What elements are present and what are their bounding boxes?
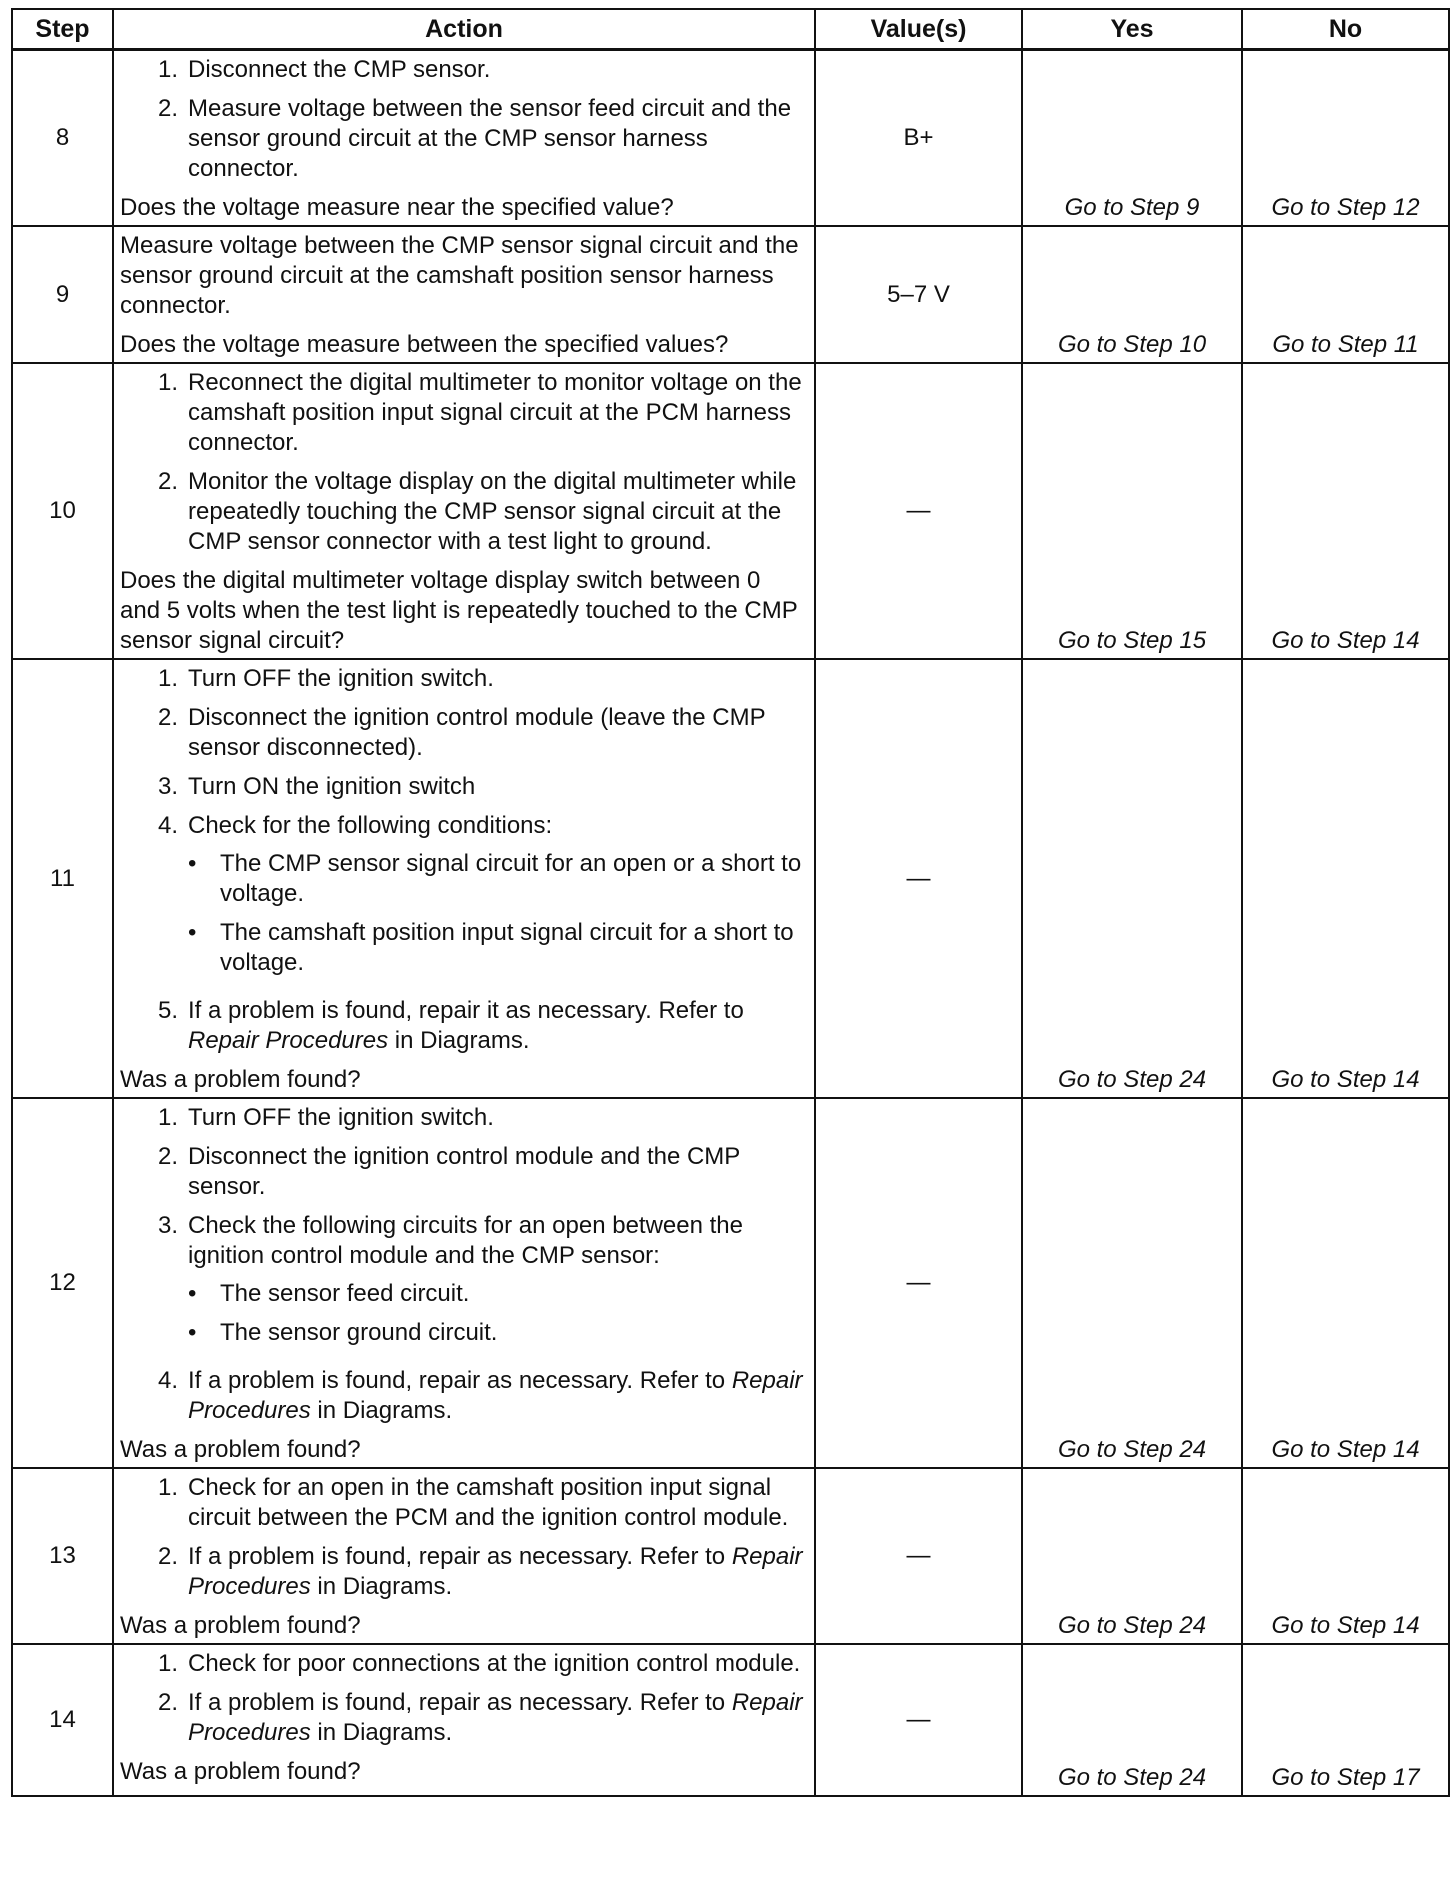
specified-value: — [815, 659, 1022, 1098]
action-step-text [188, 1473, 806, 1533]
action-step [120, 55, 806, 85]
condition-text: The sensor feed circuit. [220, 1280, 470, 1307]
action-step-text [188, 664, 806, 694]
specified-value: — [815, 1098, 1022, 1468]
action-step-text [188, 772, 806, 802]
action-step-main: Disconnect the ignition control module (leave the CMP sensor disconnected). [188, 704, 766, 761]
bullet-dot-icon: • [188, 850, 197, 877]
action-step-number: 3. [157, 1212, 178, 1239]
decision-question: Does the voltage measure between the specified values? [120, 331, 729, 358]
condition-bullet [188, 918, 806, 978]
action-step-main: Disconnect the CMP sensor. [188, 56, 491, 83]
table-row [12, 226, 1449, 363]
decision-question: Was a problem found? [120, 1066, 361, 1093]
reference-suffix: in Diagrams. [317, 1397, 453, 1424]
action-step [120, 664, 806, 694]
action-step-number: 2. [157, 1543, 178, 1570]
action-step [120, 1103, 806, 1133]
specified-value: — [815, 363, 1022, 659]
action-step-text [188, 368, 806, 458]
decision-question: Was a problem found? [120, 1436, 361, 1463]
action-cell [113, 659, 815, 1098]
condition-text: The CMP sensor signal circuit for an open or a short to voltage. [220, 850, 802, 907]
reference-link-text: Repair Procedures [188, 1367, 803, 1424]
action-step-main: If a problem is found, repair it as necessary. Refer to [188, 997, 744, 1024]
action-step [120, 703, 806, 763]
action-step-number: 1. [157, 1474, 178, 1501]
action-step-number: 2. [157, 95, 178, 122]
decision-question: Does the voltage measure near the specified value? [120, 194, 674, 221]
specified-value: 5–7 V [815, 226, 1022, 363]
action-step-main: If a problem is found, repair as necessary. Refer to [188, 1689, 726, 1716]
action-cell [113, 363, 815, 659]
step-number: 12 [12, 1098, 113, 1468]
action-step-number: 1. [157, 1650, 178, 1677]
step-number: 8 [12, 50, 113, 227]
table-row [12, 363, 1449, 659]
step-number: 10 [12, 363, 113, 659]
reference-suffix: in Diagrams. [317, 1719, 453, 1746]
action-step-number: 4. [157, 812, 178, 839]
header-yes: Yes [1022, 9, 1242, 50]
condition-bullets [188, 1279, 806, 1348]
no-goto-step: Go to Step 17 [1242, 1644, 1449, 1796]
step-number: 14 [12, 1644, 113, 1796]
action-step-number: 1. [157, 56, 178, 83]
specified-value: — [815, 1644, 1022, 1796]
action-step-text [188, 55, 806, 85]
action-cell [113, 1468, 815, 1644]
step-number: 9 [12, 226, 113, 363]
reference-suffix: in Diagrams. [317, 1573, 453, 1600]
decision-question: Was a problem found? [120, 1758, 361, 1785]
header-step: Step [12, 9, 113, 50]
action-step-main: Check for the following conditions: [188, 812, 553, 839]
action-step-main: If a problem is found, repair as necessary. Refer to [188, 1543, 726, 1570]
decision-question: Does the digital multimeter voltage display switch between 0 and 5 volts when the test light is repeatedly touched to the CMP sensor signal circuit? [120, 567, 798, 654]
specified-value: B+ [815, 50, 1022, 227]
action-step-main: Check for poor connections at the ignition control module. [188, 1650, 801, 1677]
action-step-text [188, 1688, 806, 1748]
header-values: Value(s) [815, 9, 1022, 50]
reference-link-text: Repair Procedures [188, 1543, 803, 1600]
table-row [12, 1098, 1449, 1468]
condition-text: The camshaft position input signal circuit for a short to voltage. [220, 919, 794, 976]
action-step-text [188, 1542, 806, 1602]
action-step-main: Check for an open in the camshaft position input signal circuit between the PCM and the ignition control module. [188, 1474, 789, 1531]
step-number: 13 [12, 1468, 113, 1644]
action-step [120, 1542, 806, 1602]
action-step-number: 4. [157, 1367, 178, 1394]
action-steps-list [120, 368, 806, 557]
action-step-main: Turn OFF the ignition switch. [188, 665, 494, 692]
action-step [120, 1473, 806, 1533]
no-goto-step: Go to Step 14 [1242, 363, 1449, 659]
action-steps-list [120, 1649, 806, 1748]
specified-value: — [815, 1468, 1022, 1644]
diagnostic-table-sheet [11, 8, 1448, 1797]
action-step [120, 1211, 806, 1357]
yes-goto-step: Go to Step 24 [1022, 1098, 1242, 1468]
action-cell [113, 1644, 815, 1796]
header-action: Action [113, 9, 815, 50]
action-step-number: 1. [157, 1104, 178, 1131]
action-paragraph: Measure voltage between the CMP sensor signal circuit and the sensor ground circuit at the camshaft position sensor harness connector. [120, 232, 799, 319]
condition-text: The sensor ground circuit. [220, 1319, 498, 1346]
action-step-text [188, 1211, 806, 1357]
action-step-main: Reconnect the digital multimeter to monitor voltage on the camshaft position input signal circuit at the PCM harness connector. [188, 369, 802, 456]
action-step-number: 5. [157, 997, 178, 1024]
table-header-row [12, 9, 1449, 50]
reference-link-text: Repair Procedures [188, 1027, 389, 1054]
table-row [12, 1644, 1449, 1796]
no-goto-step: Go to Step 12 [1242, 50, 1449, 227]
action-step-text [188, 94, 806, 184]
action-step-number: 1. [157, 665, 178, 692]
no-goto-step: Go to Step 14 [1242, 659, 1449, 1098]
action-step-main: Check the following circuits for an open between the ignition control module and the CMP sensor: [188, 1212, 743, 1269]
action-step [120, 1688, 806, 1748]
table-row [12, 50, 1449, 227]
condition-bullet [188, 1318, 806, 1348]
yes-goto-step: Go to Step 24 [1022, 659, 1242, 1098]
table-row [12, 1468, 1449, 1644]
decision-question: Was a problem found? [120, 1612, 361, 1639]
condition-bullet [188, 849, 806, 909]
action-step [120, 1649, 806, 1679]
table-row [12, 659, 1449, 1098]
action-step [120, 467, 806, 557]
bullet-dot-icon: • [188, 1319, 197, 1346]
yes-goto-step: Go to Step 24 [1022, 1644, 1242, 1796]
yes-goto-step: Go to Step 10 [1022, 226, 1242, 363]
action-step-number: 2. [157, 468, 178, 495]
action-step-main: Monitor the voltage display on the digital multimeter while repeatedly touching the CMP sensor signal circuit at the CMP sensor connector with a test light to ground. [188, 468, 797, 555]
action-step-text [188, 703, 806, 763]
action-step-number: 1. [157, 369, 178, 396]
reference-suffix: in Diagrams. [394, 1027, 530, 1054]
diagnostic-table [11, 8, 1450, 1797]
step-number: 11 [12, 659, 113, 1098]
action-steps-list [120, 664, 806, 1056]
header-no: No [1242, 9, 1449, 50]
action-steps-list [120, 1103, 806, 1426]
no-goto-step: Go to Step 11 [1242, 226, 1449, 363]
action-step-number: 2. [157, 704, 178, 731]
action-steps-list [120, 1473, 806, 1602]
action-step-main: Measure voltage between the sensor feed circuit and the sensor ground circuit at the CMP sensor harness connector. [188, 95, 792, 182]
reference-link-text: Repair Procedures [188, 1689, 803, 1746]
action-step-text [188, 1649, 806, 1679]
action-step [120, 94, 806, 184]
action-step [120, 772, 806, 802]
action-step [120, 1142, 806, 1202]
action-step-number: 3. [157, 773, 178, 800]
action-step-text [188, 1103, 806, 1133]
action-step [120, 996, 806, 1056]
action-step-main: Turn OFF the ignition switch. [188, 1104, 494, 1131]
no-goto-step: Go to Step 14 [1242, 1468, 1449, 1644]
action-step-main: Turn ON the ignition switch [188, 773, 476, 800]
action-steps-list [120, 55, 806, 184]
yes-goto-step: Go to Step 24 [1022, 1468, 1242, 1644]
action-step-text [188, 467, 806, 557]
bullet-dot-icon: • [188, 1280, 197, 1307]
yes-goto-step: Go to Step 15 [1022, 363, 1242, 659]
action-step-number: 2. [157, 1143, 178, 1170]
action-step [120, 368, 806, 458]
action-step-text [188, 996, 806, 1056]
yes-goto-step: Go to Step 9 [1022, 50, 1242, 227]
action-cell [113, 226, 815, 363]
condition-bullet [188, 1279, 806, 1309]
action-step [120, 1366, 806, 1426]
action-step-text [188, 811, 806, 987]
action-step-main: If a problem is found, repair as necessary. Refer to [188, 1367, 726, 1394]
action-step [120, 811, 806, 987]
action-step-text [188, 1142, 806, 1202]
action-step-text [188, 1366, 806, 1426]
action-cell [113, 50, 815, 227]
action-step-number: 2. [157, 1689, 178, 1716]
action-step-main: Disconnect the ignition control module and the CMP sensor. [188, 1143, 740, 1200]
table-body [12, 50, 1449, 1797]
no-goto-step: Go to Step 14 [1242, 1098, 1449, 1468]
action-cell [113, 1098, 815, 1468]
condition-bullets [188, 849, 806, 978]
bullet-dot-icon: • [188, 919, 197, 946]
